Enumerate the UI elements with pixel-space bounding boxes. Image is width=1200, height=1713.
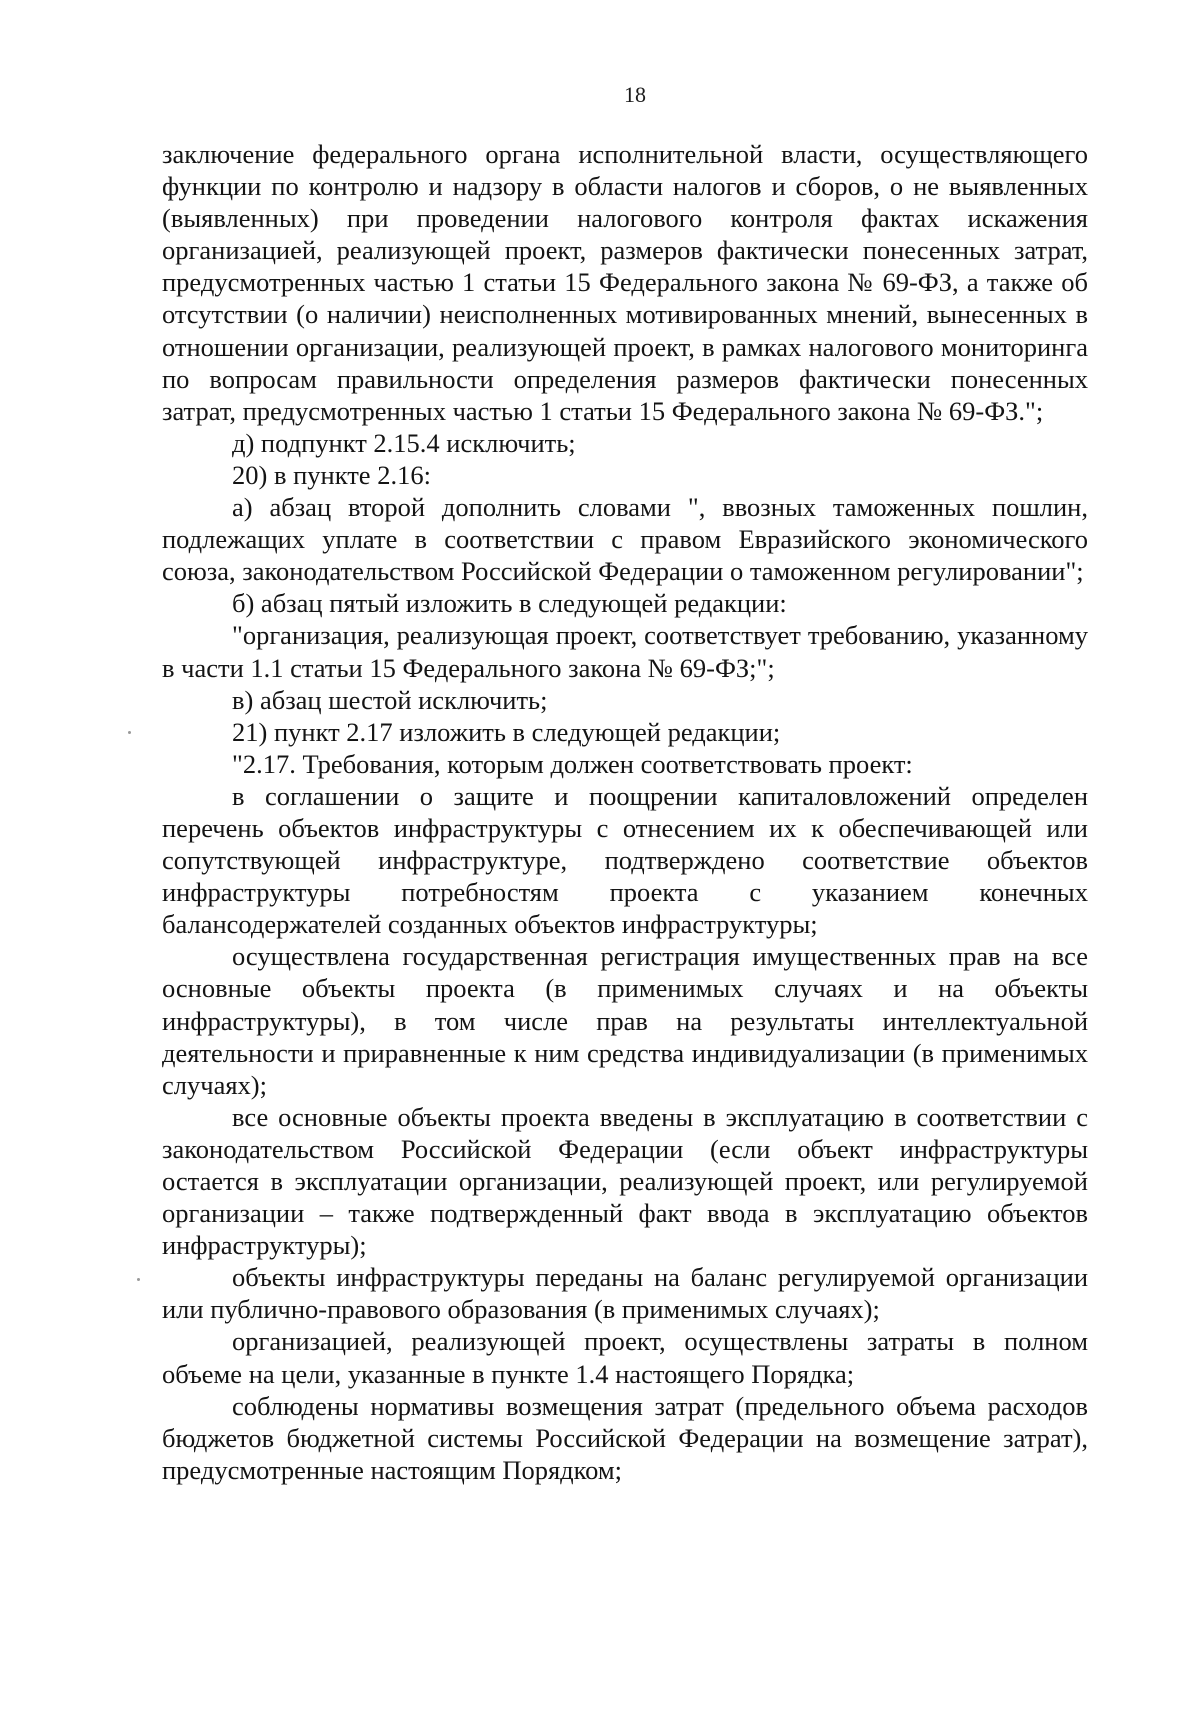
scan-speck <box>137 1278 140 1281</box>
paragraph: заключение федерального органа исполнительной власти, осуществляющего функции по контролю и надзору в области налогов и сборов, о не выявленных (выявленных) при проведении налогового контроля фактах искажения организацией, реализующей проект, размеров фактически понесенных затрат, предусмотренных частью 1 статьи 15 Федерального закона № 69-ФЗ, а также об отсутствии (о наличии) неисполненных мотивированных мнений, вынесенных в отношении организации, реализующей проект, в рамках налогового мониторинга по вопросам правильности определения размеров фактически понесенных затрат, предусмотренных частью 1 статьи 15 Федерального закона № 69-ФЗ."; <box>162 139 1088 426</box>
paragraph: в соглашении о защите и поощрении капиталовложений определен перечень объектов инфраструктуры с отнесением их к обеспечивающей или сопутствующей инфраструктуре, подтверждено соответствие объектов инфраструктуры потребностям проекта с указанием конечных балансодержателей созданных объектов инфраструктуры; <box>162 780 1088 940</box>
paragraph: 21) пункт 2.17 изложить в следующей редакции; <box>232 716 781 747</box>
paragraph: в) абзац шестой исключить; <box>232 684 548 715</box>
paragraph: объекты инфраструктуры переданы на баланс регулируемой организации или публично-правового образования (в применимых случаях); <box>162 1262 1088 1325</box>
paragraph: соблюдены нормативы возмещения затрат (предельного объема расходов бюджетов бюджетной системы Российской Федерации на возмещение затрат), предусмотренные настоящим Порядком; <box>162 1390 1088 1485</box>
page-number: 18 <box>624 82 646 107</box>
paragraph: 20) в пункте 2.16: <box>232 459 431 490</box>
paragraph: "2.17. Требования, которым должен соответствовать проект: <box>232 748 913 779</box>
paragraph: а) абзац второй дополнить словами ", ввозных таможенных пошлин, подлежащих уплате в соответствии с правом Евразийского экономического союза, законодательством Российской Федерации о таможенном регулировании"; <box>162 492 1088 587</box>
paragraph: осуществлена государственная регистрация имущественных прав на все основные объекты проекта (в применимых случаях и на объекты инфраструктуры), в том числе прав на результаты интеллектуальной деятельности и приравненные к ним средства индивидуализации (в применимых случаях); <box>162 941 1088 1100</box>
paragraph: организацией, реализующей проект, осуществлены затраты в полном объеме на цели, указанные в пункте 1.4 настоящего Порядка; <box>162 1326 1088 1389</box>
document-body <box>162 138 1088 1486</box>
paragraph: все основные объекты проекта введены в эксплуатацию в соответствии с законодательством Российской Федерации (если объект инфраструктуры остается в эксплуатации организации, реализующей проект, или регулируемой организации – также подтвержденный факт ввода в эксплуатацию объектов инфраструктуры); <box>162 1101 1088 1261</box>
paragraph: "организация, реализующая проект, соответствует требованию, указанному в части 1.1 статьи 15 Федерального закона № 69-ФЗ;"; <box>162 620 1088 683</box>
paragraph: б) абзац пятый изложить в следующей редакции: <box>232 588 787 619</box>
scan-speck <box>128 731 131 734</box>
paragraph: д) подпункт 2.15.4 исключить; <box>232 427 576 458</box>
